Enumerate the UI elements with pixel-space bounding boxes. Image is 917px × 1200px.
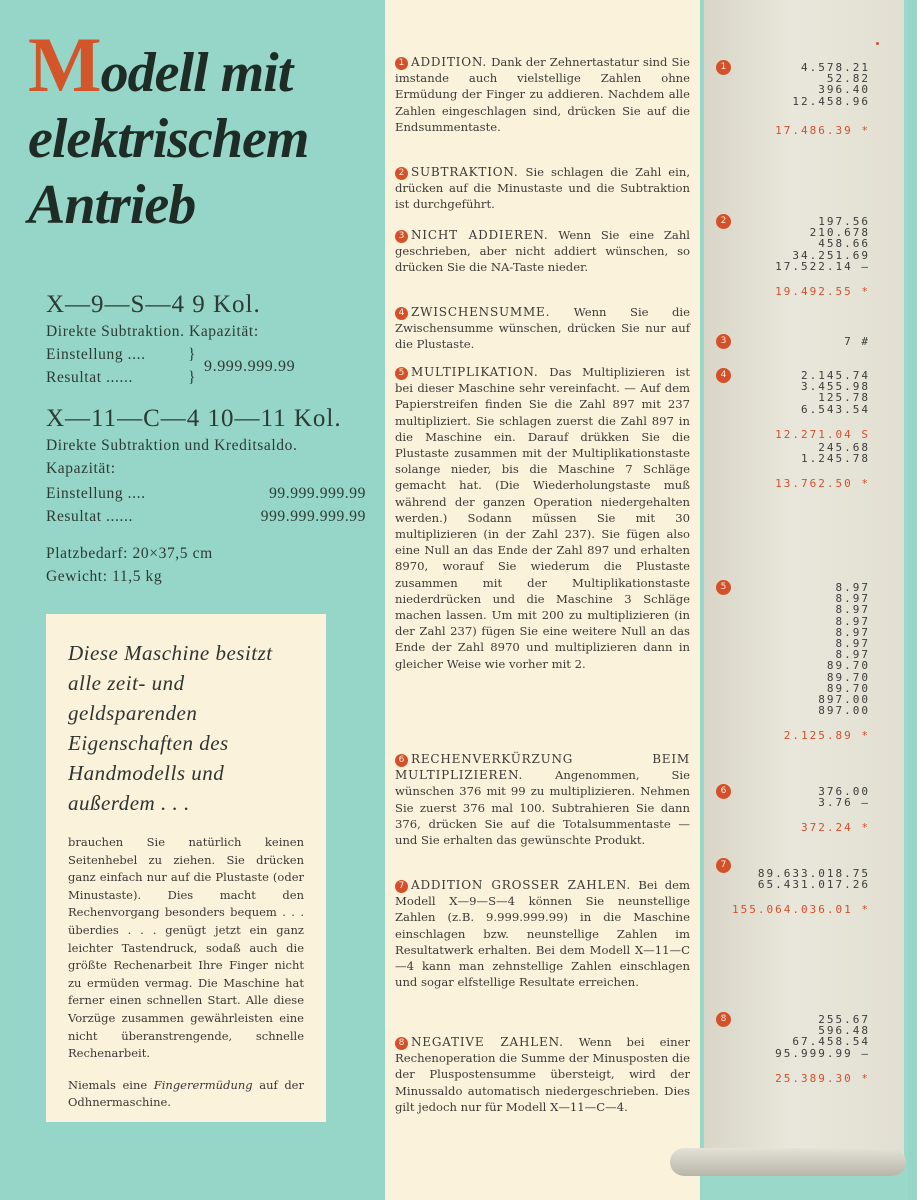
tape-result: 13.762.50 * xyxy=(775,477,870,491)
tape-result: 17.486.39 * xyxy=(775,123,870,137)
feature-box-paragraph: brauchen Sie natürlich keinen Seitenhebel zu ziehen. Sie drücken ganz einfach nur auf die Plustaste (oder Minustaste). Dies macht den Rechenvorgang besonders bequem . . . überdies . . . genügt jetzt ein ganz leichter Tastendruck, sodaß auch die größte Rechenarbeit Ihre Finger nicht zu ermüden vermag. Die Maschine hat ferner einen schnellen Start. Alle diese Vorzüge zusammen gewährleisten eine nicht überanstrengende, schnelle Rechenarbeit. xyxy=(68,835,304,1061)
tape-calculation: 2.145.74 3.455.98 125.78 6.543.54 12.271.04 S 245.68 1.245.78 13.762.50 * xyxy=(775,369,870,491)
feature-box-heading: Diese Maschine besitzt alle zeit- und geldsparenden Eigenschaften des Handmodells und außerdem . . . xyxy=(68,641,273,815)
dimensions xyxy=(46,542,366,588)
item-number-badge: 2 xyxy=(395,167,408,180)
page-title xyxy=(28,21,378,238)
model-1-spec xyxy=(46,290,366,389)
footprint: Platzbedarf: 20×37,5 cm xyxy=(46,545,213,562)
item-number-badge: 3 xyxy=(395,230,408,243)
item-number-badge: 6 xyxy=(395,754,408,767)
feature-box-closing: Niemals eine Fingerermüdung auf der Odhnermaschine. xyxy=(68,1077,304,1110)
tape-marker: 2 xyxy=(716,214,731,229)
instruction-item: 2 SUBTRAKTION. Sie schlagen die Zahl ein, drücken auf die Minustaste und die Subtraktion ist durchgeführt. xyxy=(395,165,691,212)
model-1-capacity-rows: Einstellung .... } Resultat ...... } 9.999.999.99 xyxy=(46,346,296,386)
tape-calculation: 255.67 596.48 67.458.54 95.999.99 – 25.389.30 * xyxy=(775,1013,870,1085)
feature-box xyxy=(46,614,326,1122)
tape-result: 19.492.55 * xyxy=(775,285,870,299)
instruction-item: 4 ZWISCHENSUMME. Wenn Sie die Zwischensumme wünschen, drücken Sie nur auf die Plustaste. xyxy=(395,305,690,352)
model-1-name: X—9—S—4 9 Kol. xyxy=(46,291,261,318)
item-number-badge: 5 xyxy=(395,367,408,380)
tape-marker: 7 xyxy=(716,858,731,873)
instruction-item: 5 MULTIPLIKATION. Das Multiplizieren ist bei dieser Maschine sehr vereinfacht. — Auf dem Papierstreifen finden Sie die Zahl 897 mit 237 multipliziert. Sie schlagen zuerst die Zahl 897 in die Maschine ein. Darauf drükken Sie die Plustaste zusammen mit der Multiplikationstaste solange nieder, bis die Maschine 7 Schläge gemacht hat. (Die Wiederholungstaste muß während der ganzen Operation niedergehalten werden.) Sodann müssen Sie mit 30 multiplizieren (in der Zahl 237). Sie fügen also eine Null an das Ende der Zahl 897 und erhalten 8970, worauf Sie wiederum die Plustaste zusammen mit der Multiplikationstaste niederdrücken und die Maschine 3 Schläge machen lassen. Um mit 200 zu multiplizieren (in der Zahl 237) fügen Sie eine weitere Null an das Ende der Zahl 8970 und multiplizieren dann in gleicher Weise wie vorher mit 2. xyxy=(395,365,690,671)
tape-result: 155.064.036.01 * xyxy=(732,903,870,917)
title-initial: M xyxy=(28,21,101,108)
tape-calculation: 89.633.018.75 65.431.017.26 155.064.036.01 * xyxy=(732,867,870,917)
instructions-column xyxy=(385,0,700,1200)
tape-calculation: 4.578.21 52.82 396.40 12.458.96 17.486.39 * xyxy=(775,61,870,137)
model-2-name: X—11—C—4 10—11 Kol. xyxy=(46,405,342,432)
title-line-2: elektrischem xyxy=(28,108,309,170)
title-line-1: Modell mit xyxy=(28,21,293,108)
model-1-capacity: 9.999.999.99 xyxy=(204,357,296,375)
instruction-item: 8 NEGATIVE ZAHLEN. Wenn bei einer Rechenoperation die Summe der Minusposten die der Pluspostensumme übersteigt, wird der Minussaldo automatisch niedergeschrieben. Dies gilt jedoch nur für Modell X—11—C—4. xyxy=(395,1035,691,1114)
paper-tape xyxy=(704,0,904,1160)
tape-result: 372.24 * xyxy=(801,821,870,835)
tape-calculation: 376.00 3.76 – 372.24 * xyxy=(801,785,870,835)
model-2-desc: Direkte Subtraktion und Kreditsaldo. Kapazität: xyxy=(46,437,298,477)
tape-calculation: 8.97 8.97 8.97 8.97 8.97 8.97 8.97 89.70 89.70 89.70 897.00 897.00 2.125.89 * xyxy=(783,581,870,743)
tape-marker: 5 xyxy=(716,580,731,595)
tape-marker: 8 xyxy=(716,1012,731,1027)
instruction-item: 3 NICHT ADDIEREN. Wenn Sie eine Zahl geschrieben, aber nicht addiert wünschen, so drücken Sie die NA-Taste nieder. xyxy=(395,228,690,275)
instruction-item: 7 ADDITION GROSSER ZAHLEN. Bei dem Modell X—9—S—4 können Sie neunstellige Zahlen (z.B. 9.999.999.99) in die Maschine einschlagen bzw. neunstellige Zahlen im Resultatwerk erhalten. Bei dem Modell X—11—C—4 kann man zehnstellige Zahlen einschlagen und sogar elfstellige Resultate erreichen. xyxy=(395,878,690,990)
model-1-desc: Direkte Subtraktion. Kapazität: xyxy=(46,323,259,340)
instruction-item: 1 ADDITION. Dank der Zehnertastatur sind Sie imstande auch vielstellige Zahlen ohne Ermüdung der Finger zu addieren. Nachdem alle Zahlen eingeschlagen sind, drücken Sie auf die Endsummentaste. xyxy=(395,55,691,134)
tape-subtotal: 12.271.04 S xyxy=(775,427,870,441)
tape-calculation: 7 # xyxy=(844,335,870,348)
item-number-badge: 4 xyxy=(395,307,408,320)
instruction-item: 6 RECHENVERKÜRZUNG BEIM MULTIPLIZIEREN. Angenommen, Sie wünschen 376 mit 99 zu multiplizieren. Nehmen Sie zuerst 376 mal 100. Subtrahieren Sie dann 376, drücken Sie auf die Totalsummentaste — und Sie erhalten das gewünschte Produkt. xyxy=(395,752,690,848)
tape-marker: 4 xyxy=(716,368,731,383)
tape-result: 25.389.30 * xyxy=(775,1071,870,1085)
feature-box-body xyxy=(68,834,304,1112)
item-number-badge: 8 xyxy=(395,1037,408,1050)
item-number-badge: 1 xyxy=(395,57,408,70)
tape-result: 2.125.89 * xyxy=(783,729,870,743)
tape-marker: 1 xyxy=(716,60,731,75)
paper-tape-curl xyxy=(670,1148,906,1176)
weight: Gewicht: 11,5 kg xyxy=(46,568,163,585)
tape-marker: 6 xyxy=(716,784,731,799)
title-line-3: Antrieb xyxy=(28,174,196,236)
model-2-spec: X—11—C—4 10—11 Kol. Direkte Subtraktion und Kreditsaldo. Kapazität: Einstellung .... 99.999.999.99 Resultat ...... 999.999.999.99 xyxy=(46,405,366,525)
tape-calculation: 197.56 210.678 458.66 34.251.69 17.522.14 – 19.492.55 * xyxy=(775,215,870,299)
item-number-badge: 7 xyxy=(395,880,408,893)
tape-marker: 3 xyxy=(716,334,731,349)
left-panel xyxy=(0,0,385,1200)
tape-mark xyxy=(876,42,879,45)
